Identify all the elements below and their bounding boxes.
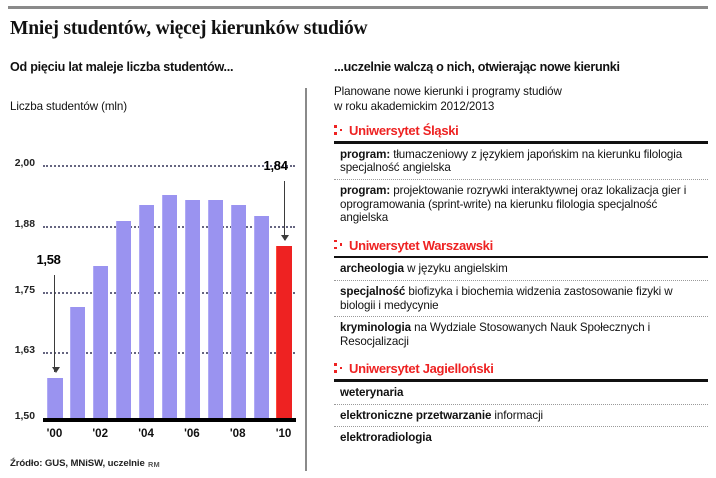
left-column <box>10 60 300 470</box>
chart-y-tick-label: 1,50 <box>14 411 35 422</box>
course-text: projektowanie rozrywki interaktywnej oraz lokalizacja gier i oprogramowania (sprint-write) na kierunku filologia specjalność angielska <box>340 183 687 225</box>
chart-callout-arrow <box>54 275 55 372</box>
page-title: Mniej studentów, więcej kierunków studiów <box>10 18 368 39</box>
course-item[interactable] <box>334 258 708 280</box>
chart-y-tick-label: 1,63 <box>14 345 35 357</box>
course-label: specjalność <box>340 284 406 298</box>
chart-bar <box>162 195 177 418</box>
chart-bar <box>231 205 246 418</box>
university-name-label: Uniwersytet Warszawski <box>349 237 493 253</box>
course-label: archeologia <box>340 262 404 276</box>
course-item[interactable] <box>334 382 708 404</box>
chart-value-callout: 1,58 <box>36 252 61 267</box>
chart-gridline <box>43 165 295 167</box>
chart-axis-caption: Liczba studentów (mln) <box>10 100 128 113</box>
chart-x-tick-label: '08 <box>229 427 246 440</box>
course-item[interactable] <box>334 281 708 316</box>
right-intro <box>334 85 708 114</box>
chart-y-tick-label: 2,00 <box>14 158 35 169</box>
course-item[interactable] <box>334 427 708 449</box>
students-bar-chart <box>10 155 300 445</box>
chart-bar <box>70 307 85 418</box>
university-name[interactable] <box>334 122 708 139</box>
course-text: informacji <box>491 408 544 422</box>
chart-x-tick-label: '10 <box>275 427 292 440</box>
course-item[interactable] <box>334 144 708 179</box>
chart-baseline <box>43 418 296 422</box>
course-label: program: <box>340 147 391 161</box>
chart-bar <box>185 200 200 418</box>
right-intro-line-1: Planowane nowe kierunki i programy studiów <box>334 85 562 98</box>
top-rule <box>8 6 708 9</box>
chart-x-tick-label: '02 <box>92 427 109 440</box>
course-item[interactable] <box>334 180 708 229</box>
course-text: tłumaczeniowy z językiem japońskim na kierunku filologia specjalność angielska <box>340 147 683 175</box>
chart-callout-arrow <box>284 181 285 240</box>
chart-bar <box>47 378 62 418</box>
university-name[interactable] <box>334 237 708 254</box>
chart-bar <box>254 216 269 418</box>
chart-x-tick-label: '06 <box>184 427 200 440</box>
column-divider <box>305 88 307 471</box>
university-block <box>334 237 708 353</box>
course-text: biofizyka i biochemia widzenia zastosowanie fizyki w biologii i medycynie <box>340 284 673 312</box>
bullet-dots-icon <box>334 125 345 137</box>
course-label: kryminologia <box>340 321 411 335</box>
author-credit: RM <box>148 460 160 469</box>
university-name-label: Uniwersytet Jagielloński <box>349 361 494 377</box>
university-name-label: Uniwersytet Śląski <box>349 123 459 139</box>
course-label: weterynaria <box>340 385 404 399</box>
chart-bar <box>93 266 108 418</box>
chart-plot-area <box>14 158 295 422</box>
university-name[interactable] <box>334 360 708 377</box>
university-block <box>334 360 708 448</box>
course-text: w języku angielskim <box>403 262 508 276</box>
chart-value-callout: 1,84 <box>263 158 288 173</box>
chart-x-tick-label: '04 <box>138 427 154 440</box>
university-list <box>334 122 708 449</box>
chart-bar <box>116 221 131 418</box>
chart-y-tick-label: 1,88 <box>14 218 35 230</box>
chart-x-tick-label: '00 <box>46 427 63 440</box>
chart-bar <box>276 246 291 418</box>
source-note: Źródło: GUS, MNiSW, uczelnie <box>10 458 145 469</box>
left-subheading: Od pięciu lat maleje liczba studentów... <box>10 60 234 74</box>
course-item[interactable] <box>334 317 708 352</box>
right-intro-line-2: w roku akademickim 2012/2013 <box>334 99 495 113</box>
chart-bar <box>139 205 154 418</box>
course-label: elektroniczne przetwarzanie <box>340 408 492 422</box>
bullet-dots-icon <box>334 363 345 375</box>
course-label: program: <box>340 183 391 197</box>
course-label: elektroradiologia <box>340 431 432 445</box>
right-column <box>334 60 708 449</box>
bullet-dots-icon <box>334 240 345 252</box>
university-block <box>334 122 708 229</box>
course-item[interactable] <box>334 405 708 427</box>
course-text: na Wydziale Stosowanych Nauk Społecznych i Resocjalizacji <box>340 321 651 348</box>
chart-y-tick-label: 1,75 <box>14 284 35 296</box>
chart-bar <box>208 200 223 418</box>
right-heading: ...uczelnie walczą o nich, otwierając nowe kierunki <box>334 60 620 74</box>
